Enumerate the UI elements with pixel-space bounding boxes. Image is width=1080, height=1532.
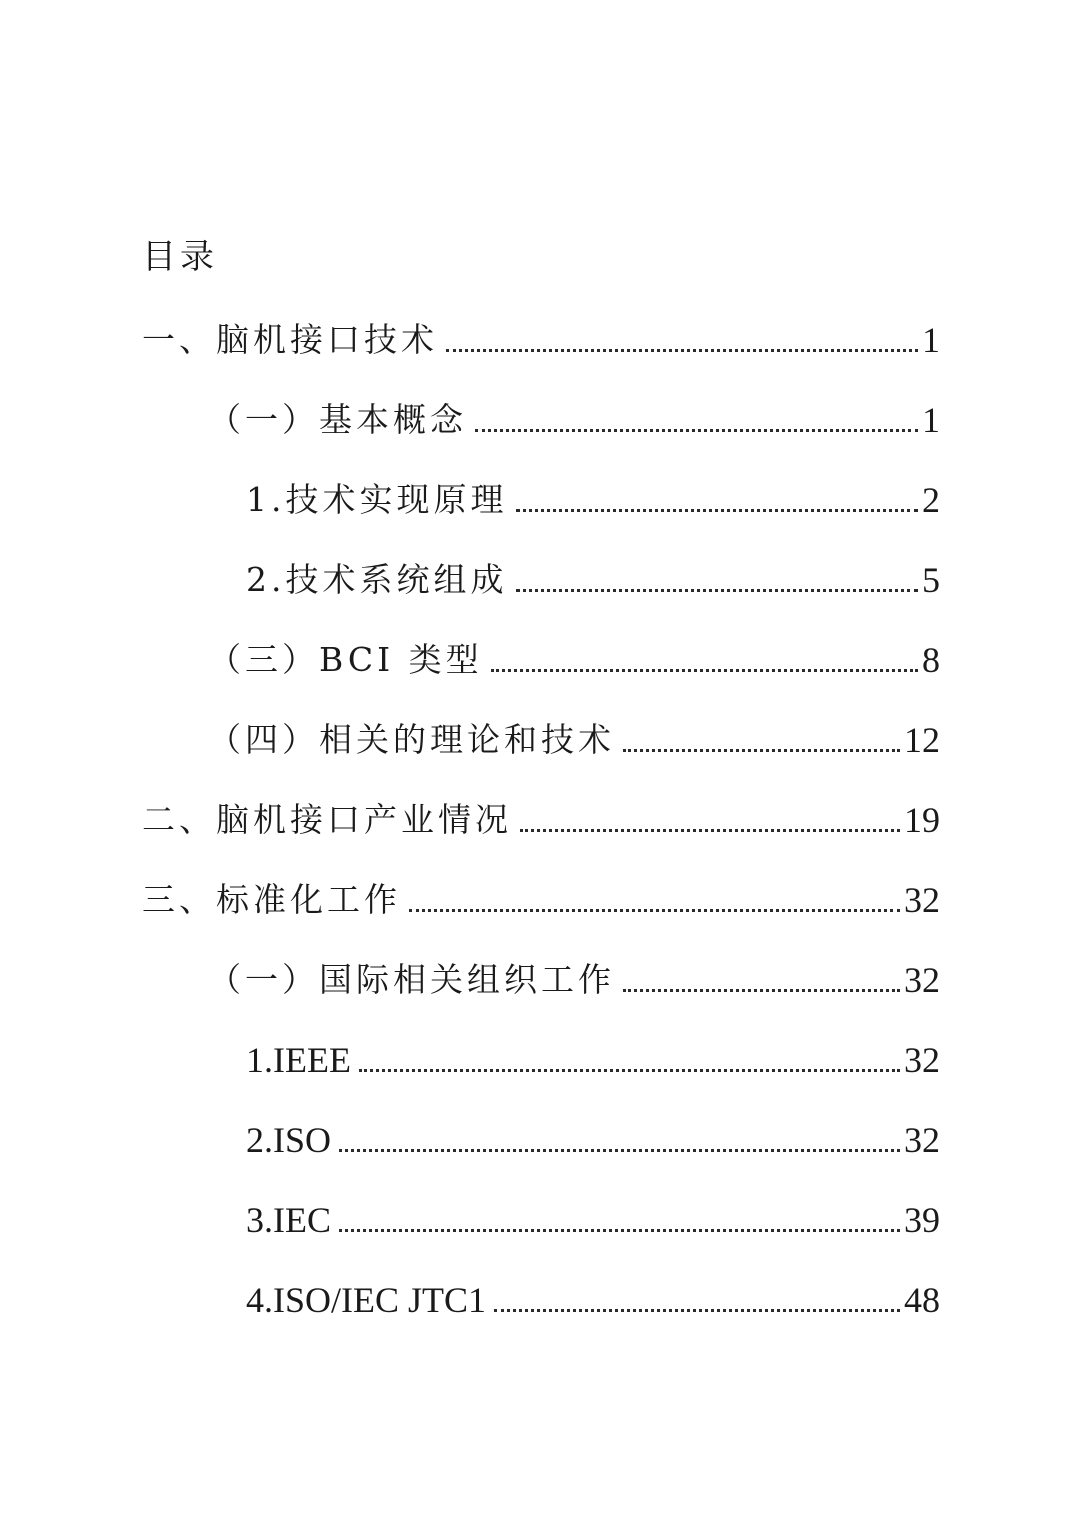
toc-entry[interactable] [208, 710, 940, 766]
toc-entry-label: （三）BCI 类型 [208, 640, 483, 679]
toc-entry-label: （一）国际相关组织工作 [208, 960, 615, 999]
toc-entry-page: 2 [922, 480, 940, 520]
toc-leader-dots [491, 669, 918, 672]
toc-entry-page: 12 [904, 720, 940, 760]
toc-entry-label: 1.IEEE [246, 1040, 351, 1080]
toc-entry[interactable] [142, 790, 940, 846]
toc-entry-label: （一）基本概念 [208, 400, 467, 439]
toc-entry-label: 1.技术实现原理 [246, 480, 508, 519]
toc-entry-label: 4.ISO/IEC JTC1 [246, 1280, 487, 1320]
toc-entry[interactable] [208, 950, 940, 1006]
toc-entry[interactable] [246, 550, 940, 606]
toc-entry-page: 32 [904, 960, 940, 1000]
toc-entry-page: 32 [904, 1120, 940, 1160]
toc-entry[interactable] [246, 470, 940, 526]
toc-entry-page: 32 [904, 880, 940, 920]
toc-title: 目录 [142, 237, 218, 277]
toc-entry-label: （四）相关的理论和技术 [208, 720, 615, 759]
toc-entry-label: 2.ISO [246, 1120, 332, 1160]
toc-entry[interactable] [246, 1110, 940, 1166]
toc-entry-page: 8 [922, 640, 940, 680]
toc-leader-dots [494, 1309, 900, 1312]
toc-leader-dots [520, 829, 900, 832]
toc-leader-dots [623, 749, 900, 752]
toc-leader-dots [446, 349, 918, 352]
toc-entry[interactable] [208, 630, 940, 686]
toc-leader-dots [475, 429, 918, 432]
toc-entry[interactable] [208, 390, 940, 446]
toc-leader-dots [339, 1229, 900, 1232]
toc-entry-label: 3.IEC [246, 1200, 331, 1240]
toc-entry[interactable] [246, 1190, 940, 1246]
toc-leader-dots [359, 1069, 900, 1072]
toc-entry-page: 1 [922, 320, 940, 360]
toc-leader-dots [516, 509, 919, 512]
toc-entry[interactable] [246, 1030, 940, 1086]
toc-entry-label: 三、标准化工作 [142, 880, 401, 919]
toc-entry-page: 48 [904, 1280, 940, 1320]
toc-entry[interactable] [246, 1270, 940, 1326]
toc-leader-dots [623, 989, 900, 992]
toc-entry[interactable] [142, 310, 940, 366]
toc-entry[interactable] [142, 870, 940, 926]
toc-entry-label: 二、脑机接口产业情况 [142, 800, 512, 839]
toc-leader-dots [339, 1149, 900, 1152]
toc-leader-dots [516, 589, 919, 592]
toc-entry-page: 32 [904, 1040, 940, 1080]
toc-leader-dots [409, 909, 900, 912]
toc-entry-page: 1 [922, 400, 940, 440]
toc-entry-label: 2.技术系统组成 [246, 560, 508, 599]
toc-entry-page: 5 [922, 560, 940, 600]
toc-entry-page: 39 [904, 1200, 940, 1240]
toc-entry-page: 19 [904, 800, 940, 840]
toc-entry-label: 一、脑机接口技术 [142, 320, 438, 359]
